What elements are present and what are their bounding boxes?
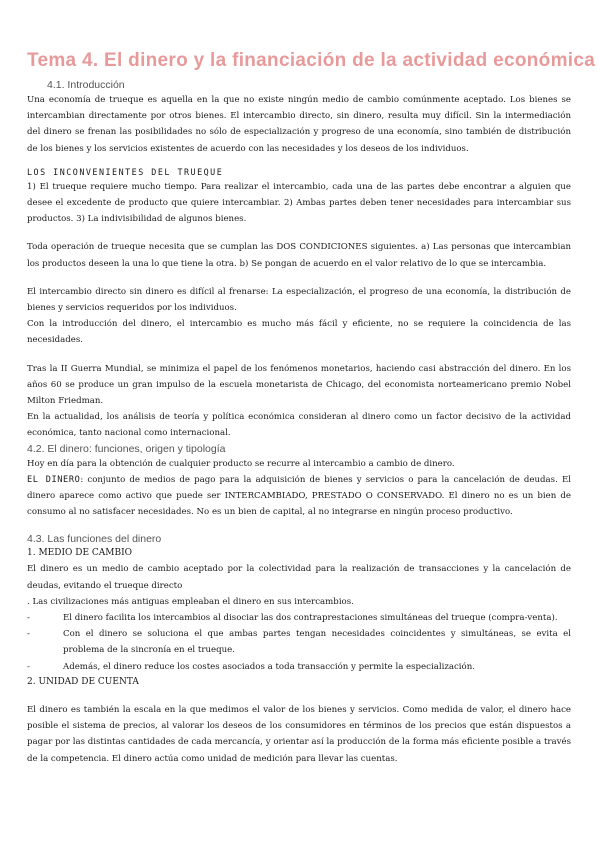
paragraph-intercambio-directo: El intercambio directo sin dinero es difícil al frenarse: La especialización, el progreso de una economía, la distribución de bienes y servicios requeridos por los individuos. (27, 286, 571, 314)
page-title: Tema 4. El dinero y la financiación de la actividad económica (27, 50, 596, 71)
paragraph-actualidad: En la actualidad, los análisis de teoría y política económica consideran al dinero como un factor decisivo de la actividad económica, tanto nacional como internacional. (27, 412, 571, 439)
list-item (27, 610, 571, 626)
paragraph-unidad-cuenta: El dinero es también la escala en la que medimos el valor de los bienes y servicios. Como medida de valor, el dinero hace posible el sistema de precios, al valorar los deseos de los consumidores en términos de los precios que están dispuestos a pagar por las distintas cantidades de cada mercancía, y orientar así la producción de la forma más eficiente posible a través de la competencia. El dinero actúa como unidad de medición para llevar las cuentas. (27, 704, 571, 764)
dash-marker: - (27, 613, 30, 624)
list-item-text: El dinero facilita los intercambios al disociar las dos contraprestaciones simultáneas del trueque (compra-venta). (63, 613, 558, 624)
dinero-term: EL DINERO (27, 474, 81, 485)
section-heading-intro: 4.1. Introducción (47, 79, 125, 91)
paragraph-civilizaciones: . Las civilizaciones más antiguas empleaban el dinero en sus intercambios. (27, 596, 354, 607)
paragraph-medio-cambio: El dinero es un medio de cambio aceptado por la colectividad para la realización de transacciones y la cancelación de deudas, evitando el trueque directo (27, 564, 571, 591)
dinero-definition: : conjunto de medios de pago para la adquisición de bienes y servicios o para la cancelación de deudas. El dinero aparece como activo que puede ser INTERCAMBIADO, PRESTADO O CONSERVADO. El dinero no es un bien de consumo al no satisfacer necesidades. No es un bien de capital, al no integrarse en ningún proceso productivo. (27, 474, 571, 518)
paragraph-guerra-mundial: Tras la II Guerra Mundial, se minimiza el papel de los fenómenos monetarios, haciendo casi abstracción del dinero. En los años 60 se produce un gran impulso de la escuela monetarista de Chicago, del economista norteamericano premio Nobel Milton Friedman. (27, 363, 571, 407)
dash-marker: - (27, 629, 30, 640)
paragraph-inconvenientes: 1) El trueque requiere mucho tiempo. Para realizar el intercambio, cada una de las partes debe encontrar a alguien que desee el excedente de producto que quiere intercambiar. 2) Ambas partes deben tener necesidades para intercambiar sus productos. 3) La indivisibilidad de algunos bienes. (27, 181, 571, 225)
function-heading-medio-cambio: 1. MEDIO DE CAMBIO (27, 548, 133, 559)
section-heading-funciones-origen: 4.2. El dinero: funciones, origen y tipología (27, 442, 226, 455)
section-heading-funciones: 4.3. Las funciones del dinero (27, 533, 162, 546)
dash-marker: - (27, 661, 30, 672)
paragraph-condiciones: Toda operación de trueque necesita que se cumplan las DOS CONDICIONES siguientes. a) Las personas que intercambian los productos deseen la una lo que tiene la otra. b) Se pongan de acuerdo en el valor relativo de lo que se intercambia. (27, 242, 571, 269)
function-heading-unidad-cuenta: 2. UNIDAD DE CUENTA (27, 676, 139, 687)
list-item-text: Con el dinero se soluciona el que ambas partes tengan necesidades coincidentes y simultáneas, se evita el problema de la sincronía en el trueque. (63, 629, 571, 656)
paragraph-introduccion-dinero: Con la introducción del dinero, el intercambio es mucho más fácil y eficiente, no se requiere la coincidencia de las necesidades. (27, 319, 571, 346)
paragraph-definicion-dinero (27, 472, 571, 521)
list-item (27, 659, 571, 675)
paragraph-obtencion: Hoy en día para la obtención de cualquier producto se recurre al intercambio a cambio de dinero. (27, 458, 455, 469)
list-item-text: Además, el dinero reduce los costes asociados a toda transacción y permite la especialización. (63, 661, 475, 672)
inconvenientes-heading: LOS INCONVENIENTES DEL TRUEQUE (27, 166, 224, 177)
list-item (27, 626, 571, 658)
paragraph-trueque: Una economía de trueque es aquella en la que no existe ningún medio de cambio comúnmente aceptado. Los bienes se intercambian directamente por otros bienes. El intercambio directo, sin dinero, resulta muy difícil. Sin la intermediación del dinero se frenan las posibilidades no sólo de especialización y progreso de una economía, sino también de distribución de los bienes y los servicios existentes de acuerdo con las necesidades y los deseos de los individuos. (27, 95, 571, 154)
